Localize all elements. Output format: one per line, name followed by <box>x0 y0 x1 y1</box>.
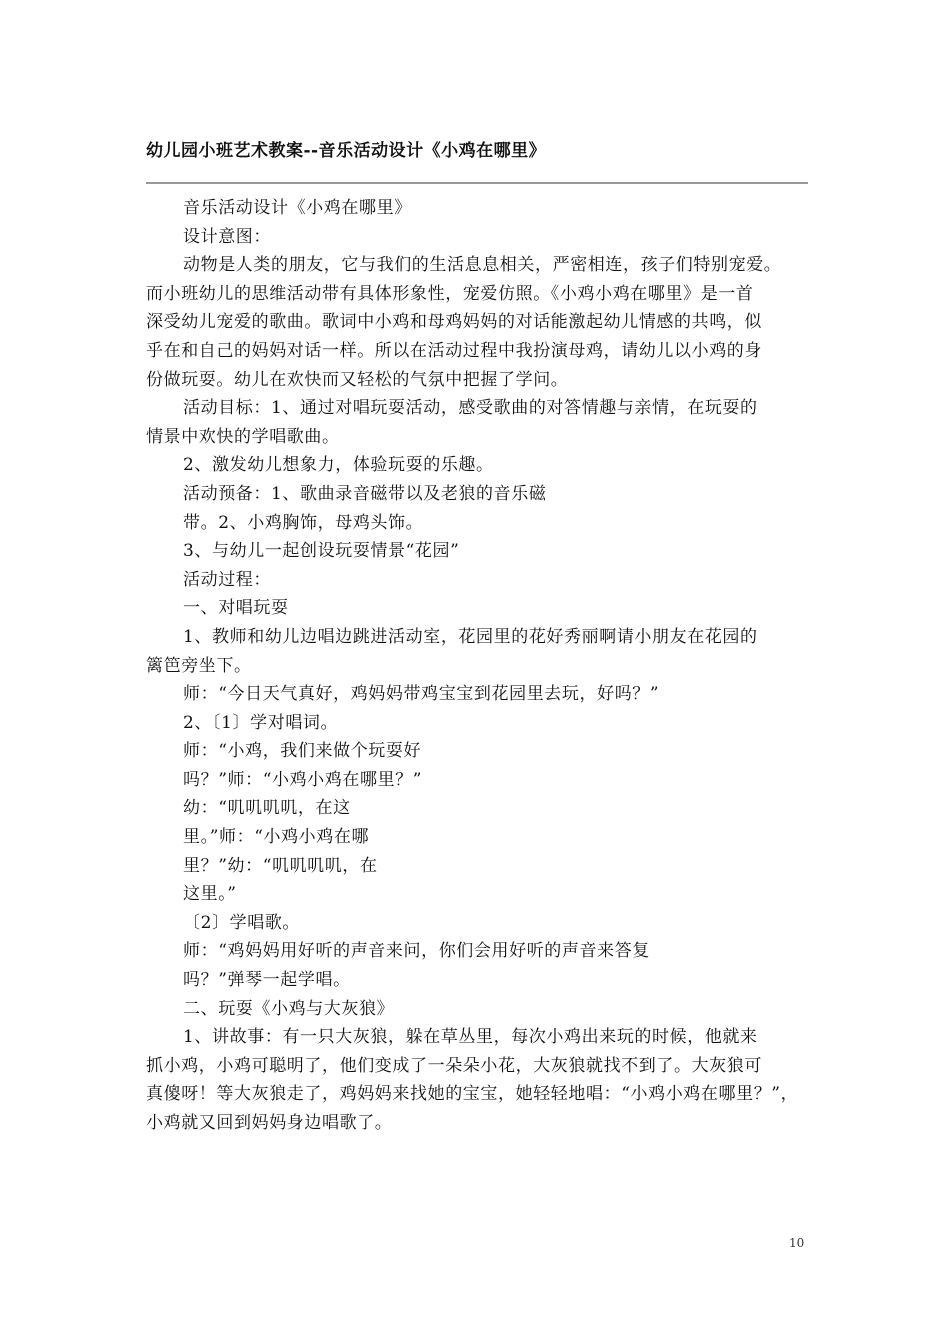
text-line: 2、〔1〕学对唱词。 <box>183 712 339 733</box>
text-line: 二、玩耍《小鸡与大灰狼》 <box>183 998 395 1019</box>
text-line: 活动目标：1、通过对唱玩耍活动，感受歌曲的对答情趣与亲情，在玩耍的 <box>183 398 758 419</box>
text-line: 篱笆旁坐下。 <box>146 655 252 676</box>
text-line: 情景中欢快的学唱歌曲。 <box>146 426 340 447</box>
text-line: 里？”幼：“叽叽叽叽，在 <box>183 855 378 876</box>
text-line: 3、与幼儿一起创设玩耍情景“花园” <box>183 541 460 562</box>
title-divider <box>146 182 808 184</box>
text-line: 师：“鸡妈妈用好听的声音来问，你们会用好听的声音来答复 <box>183 941 650 962</box>
text-line: 1、教师和幼儿边唱边跳进活动室，花园里的花好秀丽啊请小朋友在花园的 <box>183 626 758 647</box>
text-line: 真傻呀！等大灰狼走了，鸡妈妈来找她的宝宝，她轻轻地唱：“小鸡小鸡在哪里？”， <box>146 1084 799 1105</box>
page-number: 10 <box>789 1236 805 1250</box>
text-line: 活动过程： <box>183 569 271 590</box>
text-line: 深受幼儿宠爱的歌曲。歌词中小鸡和母鸡妈妈的对话能激起幼儿情感的共鸣，似 <box>146 312 762 333</box>
text-line: 乎在和自己的妈妈对话一样。所以在活动过程中我扮演母鸡，请幼儿以小鸡的身 <box>146 340 762 361</box>
text-line: 抓小鸡，小鸡可聪明了，他们变成了一朵朵小花，大灰狼就找不到了。大灰狼可 <box>146 1055 762 1076</box>
text-line: 师：“今日天气真好，鸡妈妈带鸡宝宝到花园里去玩，好吗？” <box>183 684 660 705</box>
text-line: 〔2〕学唱歌。 <box>183 912 301 933</box>
text-line: 小鸡就又回到妈妈身边唱歌了。 <box>146 1113 393 1133</box>
text-line: 带。2、小鸡胸饰，母鸡头饰。 <box>183 512 424 533</box>
text-line: 吗？”弹琴一起学唱。 <box>183 970 351 991</box>
text-line: 音乐活动设计《小鸡在哪里》 <box>183 198 412 218</box>
document-body <box>146 194 808 1138</box>
text-line: 动物是人类的朋友，它与我们的生活息息相关，严密相连，孩子们特别宠爱。 <box>183 255 782 276</box>
document-title: 幼儿园小班艺术教案--音乐活动设计《小鸡在哪里》 <box>146 141 547 161</box>
text-line: 吗？”师：“小鸡小鸡在哪里？” <box>183 769 423 790</box>
text-line: 设计意图： <box>183 226 271 247</box>
text-line: 2、激发幼儿想象力，体验玩耍的乐趣。 <box>183 455 494 476</box>
text-line: 活动预备：1、歌曲录音磁带以及老狼的音乐磁 <box>183 483 547 504</box>
text-line: 而小班幼儿的思维活动带有具体形象性，宠爱仿照。《小鸡小鸡在哪里》是一首 <box>146 283 754 304</box>
text-line: 里。”师：“小鸡小鸡在哪 <box>183 827 370 848</box>
text-line: 一、对唱玩耍 <box>183 598 289 619</box>
text-line: 师：“小鸡，我们来做个玩耍好 <box>183 741 422 762</box>
text-line: 1、讲故事：有一只大灰狼，躲在草丛里，每次小鸡出来玩的时候，他就来 <box>183 1027 758 1048</box>
text-line: 幼：“叽叽叽叽，在这 <box>183 798 351 819</box>
text-line: 份做玩耍。幼儿在欢快而又轻松的气氛中把握了学问。 <box>146 369 569 390</box>
text-line: 这里。” <box>183 884 237 905</box>
